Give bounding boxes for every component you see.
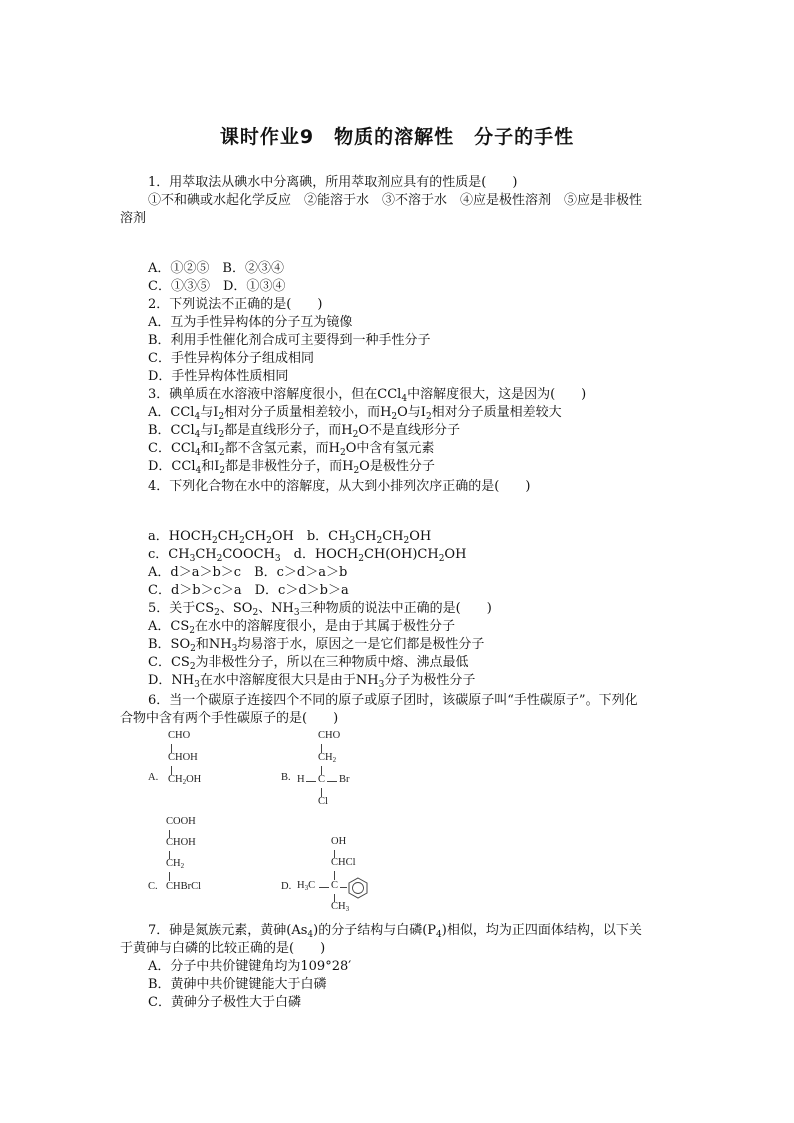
question-2-option-b: B．利用手性催化剂合成可主要得到一种手性分子 [148, 333, 431, 348]
structure-c-choh: CHOH [166, 837, 196, 848]
structure-a-cho: CHO [168, 730, 191, 741]
question-4-options-ab: A．d＞a＞b＞c B．c＞d＞a＞b [148, 565, 348, 580]
question-4-options-cd: C．d＞b＞c＞a D．c＞d＞b＞a [148, 583, 349, 598]
structure-b-c: C [318, 774, 326, 785]
structure-d-ch3: CH3 [331, 901, 350, 913]
question-1-stem: 1．用萃取法从碘水中分离碘，所用萃取剂应具有的性质是( ) [148, 175, 518, 190]
structure-d-c: C [331, 880, 339, 891]
question-3-stem: 3．碘单质在水溶液中溶解度很小，但在CCl$_4$中溶解度很大，这是因为( ) [148, 387, 587, 404]
benzene-ring-icon [346, 876, 370, 900]
structure-b-br: Br [339, 774, 350, 785]
question-2-option-c: C．手性异构体分子组成相同 [148, 351, 314, 366]
structure-d-label: D. [281, 881, 292, 892]
question-3-option-a: A．CCl$_4$与$I_2$相对分子质量相差较小，而$H_2O$与$I_2$相对分子质量相差较大 [148, 405, 562, 422]
question-1-options-cd: C．①③⑤ D．①③④ [148, 279, 286, 294]
question-6-stem: 6．当一个碳原子连接四个不同的原子或原子团时，该碳原子叫“手性碳原子”。下列化 [148, 693, 638, 708]
bond [334, 871, 335, 880]
structure-b-cho: CHO [318, 730, 341, 741]
bond [306, 781, 316, 782]
structure-b-label: B. [281, 772, 291, 783]
structure-d-oh: OH [331, 836, 347, 847]
structure-b-ch2: CH2 [318, 752, 337, 764]
structure-c-cooh: COOH [166, 816, 196, 827]
question-5-option-b: B．$SO_2$和$NH_3$均易溶于水，原因之一是它们都是极性分子 [148, 637, 485, 654]
structure-c-ch2: CH2 [166, 858, 185, 870]
question-7-option-b: B．黄砷中共价键键能大于白磷 [148, 977, 327, 992]
structure-a-label: A. [148, 772, 159, 783]
question-2-option-d: D．手性异构体性质相同 [148, 369, 289, 384]
question-6-stem-cont: 合物中含有两个手性碳原子的是( ) [120, 711, 339, 726]
structure-b-h: H [297, 774, 305, 785]
question-5-option-c: C．$CS_2$为非极性分子，所以在三种物质中熔、沸点最低 [148, 655, 469, 672]
question-3-option-d: D．CCl$_4$和$I_2$都是非极性分子，而$H_2O$是极性分子 [148, 459, 435, 476]
question-5-stem: 5．关于$CS_2$、$SO_2$、$NH_3$三种物质的说法中正确的是( ) [148, 601, 492, 618]
page-title: 课时作业9 物质的溶解性 分子的手性 [219, 126, 575, 148]
structure-a-choh: CHOH [168, 752, 198, 763]
question-1-options-ab: A．①②⑤ B．②③④ [148, 261, 284, 276]
structure-a-ch2oh: CH2OH [168, 774, 202, 786]
question-4-stem: 4．下列化合物在水中的溶解度，从大到小排列次序正确的是( ) [148, 479, 531, 494]
bond [319, 887, 329, 888]
question-7-stem-cont: 于黄砷与白磷的比较正确的是( ) [120, 941, 326, 956]
question-3-option-c: C．CCl$_4$和$I_2$都不含氢元素，而$H_2O$中含有氢元素 [148, 441, 435, 458]
question-5-option-a: A．$CS_2$在水中的溶解度很小，是由于其属于极性分子 [148, 619, 455, 636]
question-4-compounds-cd: c．$CH_3CH_2COOCH_3$ d．$HOCH_2CH(OH)CH_2OH$ [148, 547, 467, 564]
structure-d-chcl: CHCl [331, 857, 356, 868]
question-3-option-b: B．CCl$_4$与$I_2$都是直线形分子，而$H_2O$不是直线形分子 [148, 423, 460, 440]
structure-c-chbrcl: CHBrCl [166, 881, 202, 892]
question-5-option-d: D．$NH_3$在水中溶解度很大只是由于$NH_3$分子为极性分子 [148, 673, 476, 690]
question-7-option-c: C．黄砷分子极性大于白磷 [148, 995, 301, 1010]
bond [327, 781, 337, 782]
question-4-compounds-ab: a．$HOCH_2CH_2CH_2OH$ b．$CH_3CH_2CH_2OH$ [148, 529, 432, 546]
structure-c-label: C. [148, 881, 158, 892]
structure-b-cl: Cl [318, 796, 328, 807]
bond [169, 872, 170, 881]
question-2-option-a: A．互为手性异构体的分子互为镜像 [148, 315, 353, 330]
question-2-stem: 2．下列说法不正确的是( ) [148, 297, 323, 312]
structure-d-h3c: H3C [297, 880, 316, 892]
question-7-stem: 7．砷是氮族元素，黄砷$(As_4)$的分子结构与白磷$(P_4)$相似，均为正四面体结构，以下关 [148, 923, 642, 940]
question-1-description: ①不和碘或水起化学反应 ②能溶于水 ③不溶于水 ④应是极性溶剂 ⑤应是非极性 [148, 193, 643, 208]
question-7-option-a: A．分子中共价键键角均为109°28′ [148, 959, 352, 974]
question-1-description-cont: 溶剂 [120, 211, 147, 226]
